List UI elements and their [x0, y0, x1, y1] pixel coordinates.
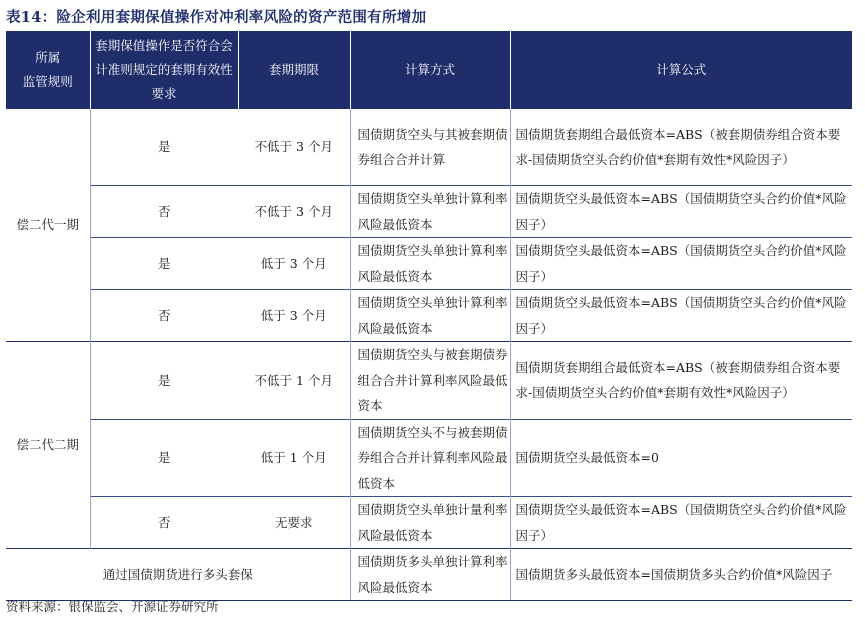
term-cell: 无要求	[238, 497, 350, 549]
formula-cell: 国债期货套期组合最低资本=ABS（被套期债券组合资本要求-国债期货空头合约价值*套期有效性*风险因子）	[510, 342, 852, 420]
table-title: 表14：险企利用套期保值操作对冲利率风险的资产范围有所增加	[6, 9, 427, 26]
effectiveness-cell: 是	[90, 419, 238, 497]
table-row	[6, 497, 852, 549]
long-hedge-label: 通过国债期货进行多头套保	[6, 549, 350, 601]
header-formula: 计算公式	[510, 31, 852, 109]
table-row	[6, 186, 852, 238]
method-cell: 国债期货多头单独计算利率风险最低资本	[350, 549, 510, 601]
term-cell: 低于 1 个月	[238, 419, 350, 497]
effectiveness-cell: 否	[90, 497, 238, 549]
formula-cell: 国债期货空头最低资本=ABS（国债期货空头合约价值*风险因子）	[510, 238, 852, 290]
method-cell: 国债期货空头单独计量利率风险最低资本	[350, 497, 510, 549]
table-row	[6, 419, 852, 497]
term-cell: 不低于 3 个月	[238, 186, 350, 238]
effectiveness-cell: 是	[90, 238, 238, 290]
hedging-table	[6, 31, 852, 601]
header-regulation	[6, 31, 90, 109]
group-label: 偿二代一期	[6, 109, 90, 342]
term-cell: 不低于 3 个月	[238, 109, 350, 186]
table-row	[6, 290, 852, 342]
effectiveness-cell: 是	[90, 109, 238, 186]
header-regulation-label: 所属 监管规则	[22, 49, 73, 89]
table-row	[6, 342, 852, 420]
method-cell: 国债期货空头与被套期债券组合合并计算利率风险最低资本	[350, 342, 510, 420]
method-cell: 国债期货空头单独计算利率风险最低资本	[350, 238, 510, 290]
formula-cell: 国债期货空头最低资本=0	[510, 419, 852, 497]
table-row	[6, 549, 852, 601]
header-row	[6, 31, 852, 109]
header-method: 计算方式	[350, 31, 510, 109]
method-cell: 国债期货空头不与被套期债券组合合并计算利率风险最低资本	[350, 419, 510, 497]
source-note: 资料来源：银保监会、开源证券研究所	[6, 599, 219, 614]
effectiveness-cell: 是	[90, 342, 238, 420]
formula-cell: 国债期货空头最低资本=ABS（国债期货空头合约价值*风险因子）	[510, 497, 852, 549]
formula-cell: 国债期货多头最低资本=国债期货多头合约价值*风险因子	[510, 549, 852, 601]
effectiveness-cell: 否	[90, 290, 238, 342]
header-term: 套期期限	[238, 31, 350, 109]
method-cell: 国债期货空头与其被套期债券组合合并计算	[350, 109, 510, 186]
term-cell: 低于 3 个月	[238, 238, 350, 290]
formula-cell: 国债期货空头最低资本=ABS（国债期货空头合约价值*风险因子）	[510, 186, 852, 238]
header-effectiveness: 套期保值操作是否符合会计准则规定的套期有效性要求	[90, 31, 238, 109]
method-cell: 国债期货空头单独计算利率风险最低资本	[350, 186, 510, 238]
formula-cell: 国债期货套期组合最低资本=ABS（被套期债券组合资本要求-国债期货空头合约价值*套期有效性*风险因子）	[510, 109, 852, 186]
table-row	[6, 238, 852, 290]
method-cell: 国债期货空头单独计算利率风险最低资本	[350, 290, 510, 342]
term-cell: 低于 3 个月	[238, 290, 350, 342]
table-row	[6, 109, 852, 186]
formula-cell: 国债期货空头最低资本=ABS（国债期货空头合约价值*风险因子）	[510, 290, 852, 342]
group-label: 偿二代二期	[6, 342, 90, 549]
term-cell: 不低于 1 个月	[238, 342, 350, 420]
effectiveness-cell: 否	[90, 186, 238, 238]
